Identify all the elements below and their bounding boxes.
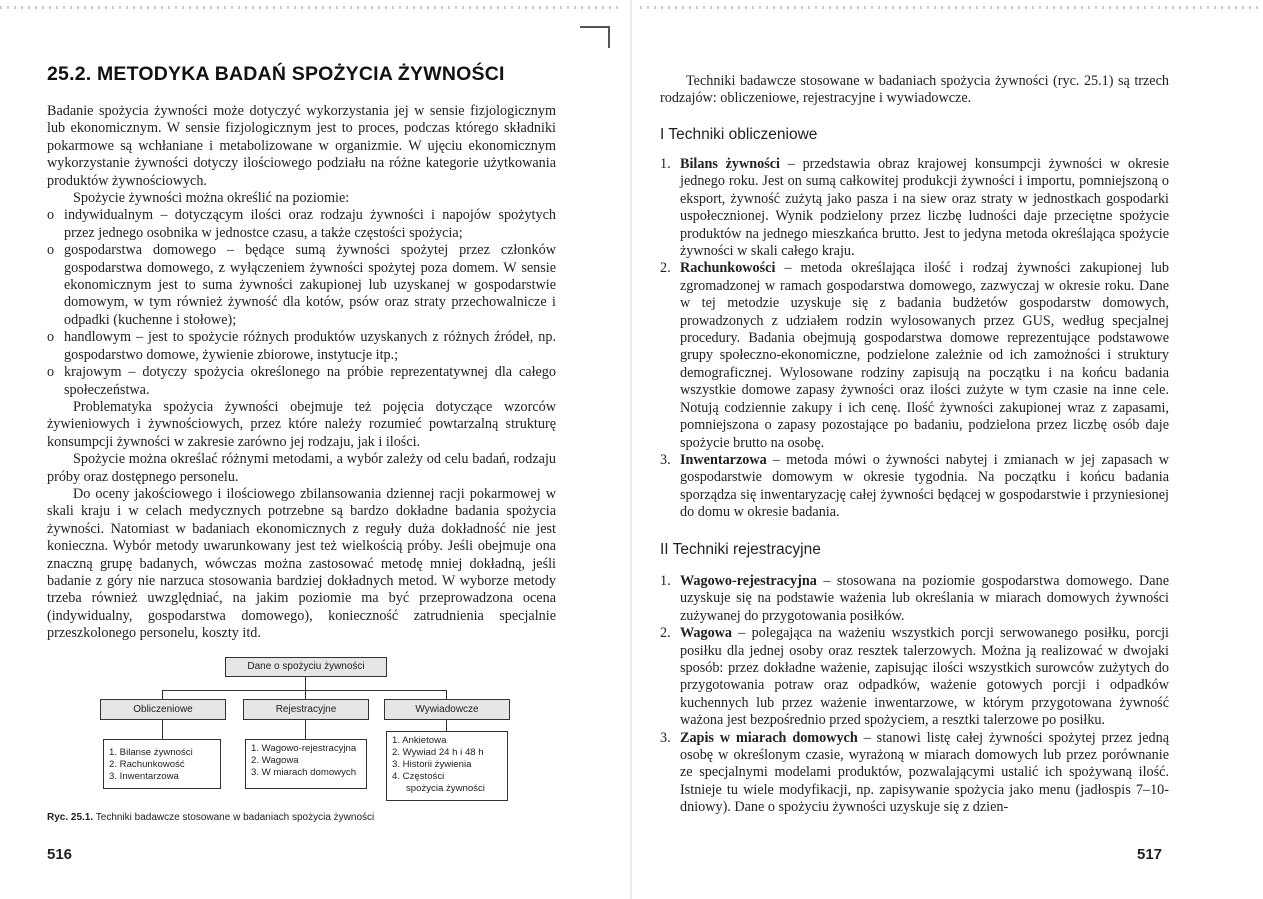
section-1-list [660, 156, 1169, 522]
figure-caption [47, 812, 374, 823]
list-item: 1. Wagowo-rejestracyjna – stosowana na poziomie gospodarstwa domowego. Dane uzyskuje się na podstawie ważenia lub określania w miarach domowych żywności zużywanej do przygotowania posiłków. [660, 573, 1169, 624]
right-intro: Techniki badawcze stosowane w badaniach spożycia żywności (ryc. 25.1) są trzech rodzajów: obliczeniowe, rejestracyjne i wywiadowcze. [660, 73, 1169, 107]
section-1-title: I Techniki obliczeniowe [660, 126, 818, 143]
scan-edge-left [0, 6, 620, 9]
diagram-connector [162, 719, 163, 739]
quality-paragraph: Do oceny jakościowego i ilościowego zbilansowania dziennej racji pokarmowej w skali kraju i w celach medycznych potrzebne są bardzo dokładne badania spożycia żywności. Natomiast w badaniach ekonomicznych z reguły duża dokładność nie jest konieczna. Wybór metody uwarunkowany jest też wielkością próby. Jeśli obejmuje ona znaczną grupę badanych, wówczas można zastosować metodę mniej dokładną, jeśli badanie z góry nie narzuca stosowania bardziej dokładnych metod. W wyborze metody trzeba również uwzględniać, na jakim poziomie ma być przeprowadzona ocena (indywidualny, gospodarstwa domowego), konieczność zatrudnienia specjalnie przeszkolonego personelu, koszty itd. [47, 485, 556, 642]
list-item: 3. Zapis w miarach domowych – stanowi listę całej żywności spożytej przez jedną osobę w określonym czasie, wyrażoną w miarach domowych lub przez porównanie ze specjalnymi modelami produktów, pozwalającymi ustalić ich spożywaną ilość. Istnieje tu wiele modyfikacji, np. zapisywanie spożycia jako menu (jadłospis 7–10-dniowy). Dane o spożyciu żywności uzyskuje się z dzien- [660, 729, 1169, 816]
diagram-branch-box: Rejestracyjne [243, 699, 369, 720]
list-item: o krajowym – dotyczy spożycia określonego na próbie reprezentatywnej dla całego społeczeństwa. [47, 364, 556, 398]
problem-paragraph: Problematyka spożycia żywności obejmuje też pojęcia dotyczące wzorców żywieniowych i żywnościowych, przez które należy rozumieć powtarzalną strukturę konsumpcji żywności w zakresie zarówno jej rodzaju, jak i ilości. [47, 398, 556, 450]
bullet-marker: o [47, 242, 55, 259]
list-item: 3. Inwentarzowa – metoda mówi o żywności nabytej i zmianach w jej zapasach w gospodarstwie domowym w okresie tygodnia. Na początku i końcu badania sporządza się inwentaryzację całej żywności będącej w gospodarstwie i przyniesionej do domu w okresie badania. [660, 451, 1169, 521]
diagram-branch-box: Wywiadowcze [384, 699, 510, 720]
list-item: 2. Wagowa – polegająca na ważeniu wszystkich porcji serwowanego posiłku, porcji posiłku dla jednej osoby oraz resztek talerzowych. Można ją realizować w dwojaki sposób: przez dokładne ważenie, zapisując ilości wszystkich surowców zużytych do przygotowania potraw oraz odpadków, ważenie gotowych porcji i odpadków kuchennych lub przez ważenie inwentarzowe, w którym przygotowana żywność ważona jest bezpośrednio przed spożyciem, a resztki talerzowe po posiłku. [660, 625, 1169, 729]
book-gutter [630, 0, 632, 899]
methods-paragraph: Spożycie można określać różnymi metodami, a wybór zależy od celu badań, rodzaju próby oraz dostępnego personelu. [47, 451, 556, 485]
intro-paragraph: Badanie spożycia żywności może dotyczyć wykorzystania jej w sensie fizjologicznym lub ekonomicznym. W sensie fizjologicznym jest to proces, podczas którego składniki pokarmowe są wchłaniane i metabolizowane w organizmie. W ujęciu ekonomicznym wykorzystanie żywności dotyczy ilościowego podziału na różne kategorie użytkowania produktów żywnościowych. [47, 103, 556, 189]
bullet-marker: o [47, 364, 55, 381]
diagram-branch-box: Obliczeniowe [100, 699, 226, 720]
diagram-list-box: 1. Bilanse żywności 2. Rachunkowość 3. Inwentarzowa [103, 739, 221, 789]
list-item: o indywidualnym – dotyczącym ilości oraz rodzaju żywności i napojów spożytych przez jednego osobnika w jednostce czasu, a także częstości spożycia; [47, 207, 556, 241]
page-number-left: 516 [47, 846, 73, 863]
print-mark [580, 26, 608, 28]
diagram-list-box: 1. Ankietowa 2. Wywiad 24 h i 48 h 3. Historii żywienia 4. Częstości spożycia żywności [386, 731, 508, 801]
page-number-right: 517 [1137, 846, 1163, 863]
bullet-marker: o [47, 329, 55, 346]
list-item: o gospodarstwa domowego – będące sumą żywności spożytej przez członków gospodarstwa domowego, z wyłączeniem żywności spożytej poza domem. W sensie ekonomicznym jest to suma żywności zakupionej lub uzyskanej w gospodarstwie domowym, w tym również żywność dla kotów, psów oraz straty przechowalnicze i odpadki (kuchenne i stołowe); [47, 242, 556, 328]
scan-edge-right [640, 6, 1260, 9]
diagram-connector [305, 676, 306, 690]
section-2-list [660, 573, 1169, 817]
left-body-text [47, 103, 556, 643]
diagram-connector [162, 690, 163, 699]
caption-number: Ryc. 25.1. [47, 812, 94, 823]
levels-list [47, 207, 556, 398]
section-heading: 25.2. METODYKA BADAŃ SPOŻYCIA ŻYWNOŚCI [47, 63, 505, 85]
diagram-connector [305, 719, 306, 739]
techniques-diagram [100, 657, 510, 805]
diagram-list-box: 1. Wagowo-rejestracyjna 2. Wagowa 3. W miarach domowych [245, 739, 367, 789]
section-2-title: II Techniki rejestracyjne [660, 541, 821, 558]
diagram-root-box: Dane o spożyciu żywności [225, 657, 387, 677]
bullet-marker: o [47, 207, 55, 224]
caption-text: Techniki badawcze stosowane w badaniach spożycia żywności [95, 812, 375, 823]
list-item: 1. Bilans żywności – przedstawia obraz krajowej konsumpcji żywności w okresie jednego roku. Jest on sumą całkowitej produkcji żywności i importu, pomniejszoną o eksport, żywność zużytą jako pasza i na siew oraz straty w jednostkach gospodarki uspołecznionej. Wynik podzielony przez liczbę ludności daje przeciętne spożycie produktów na jednego mieszkańca brutto. Jest to jedyna metoda określająca spożycie żywności w skali całego kraju. [660, 156, 1169, 260]
diagram-connector [305, 690, 306, 699]
print-mark-vertical [608, 26, 610, 48]
list-item: 2. Rachunkowości – metoda określająca ilość i rodzaj żywności zakupionej lub zgromadzonej w ramach gospodarstwa domowego, zazwyczaj w okresie roku. Dane w tej metodzie uzyskuje się z badania budżetów gospodarstw domowych, prowadzonych z udziałem rodzin wylosowanych przez GUS, według specjalnej procedury. Badania obejmują gospodarstwa domowe reprezentujące podstawowe grupy społeczno-ekonomiczne, podzielone zależnie od ich zamożności i struktury demograficznej. Wylosowane rodziny zapisują na początku i na końcu badania wszystkie domowe zapasy żywności oraz ilości zużyte w tym czasie na inne cele. Notują codziennie zakupy i ich cenę. Ilość żywności zakupionej wraz z zapasami, pomniejszona o zapasy pozostające po badaniu, podzielona przez liczbę osób daje spożycie brutto na osobę. [660, 260, 1169, 451]
list-item: o handlowym – jest to spożycie różnych produktów uzyskanych z różnych źródeł, np. gospodarstwo domowe, żywienie zbiorowe, instytucje itp.; [47, 329, 556, 363]
levels-lead: Spożycie żywności można określić na poziomie: [73, 190, 350, 207]
diagram-connector [446, 690, 447, 699]
diagram-connector [446, 719, 447, 731]
